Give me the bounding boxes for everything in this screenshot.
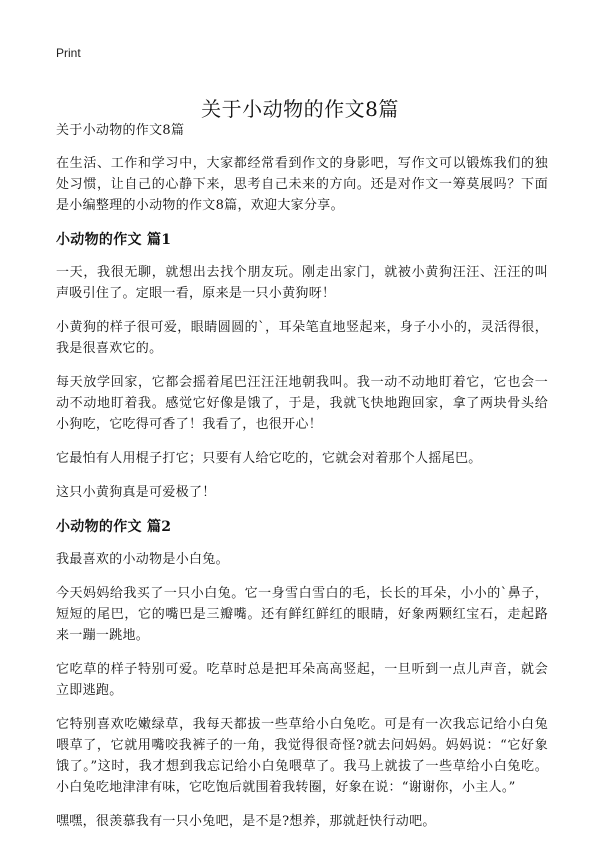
section-heading: 小动物的作文 篇2 bbox=[56, 519, 172, 535]
paragraph: 我最喜欢的小动物是小白兔。 bbox=[56, 552, 229, 567]
paragraph: 它吃草的样子特别可爱。吃草时总是把耳朵高高竖起，一旦听到一点儿声音，就会立即逃跑。 bbox=[56, 662, 548, 698]
print-label: Print bbox=[56, 46, 81, 60]
document-title: 关于小动物的作文8篇 bbox=[201, 97, 399, 122]
paragraph: 今天妈妈给我买了一只小白兔。它一身雪白雪白的毛，长长的耳朵，小小的`鼻子，短短的尾巴，它的嘴巴是三瓣嘴。还有鲜红鲜红的眼睛，好象两颗红宝石，走起路来一蹦一跳地。 bbox=[56, 586, 548, 643]
paragraph: 小黄狗的样子很可爱，眼睛圆圆的`，耳朵笔直地竖起来，身子小小的，灵活得很，我是很喜欢它的。 bbox=[56, 320, 548, 356]
section-2 bbox=[56, 516, 548, 832]
section-1 bbox=[56, 229, 548, 503]
intro-paragraph: 在生活、工作和学习中，大家都经常看到作文的身影吧，写作文可以锻炼我们的独处习惯，让自己的心静下来，思考自己未来的方向。还是对作文一筹莫展吗？下面是小编整理的小动物的作文8篇，欢迎大家分享。 bbox=[56, 156, 548, 213]
section-heading: 小动物的作文 篇1 bbox=[56, 232, 172, 248]
document-subtitle: 关于小动物的作文8篇 bbox=[56, 123, 185, 138]
document-body bbox=[56, 120, 548, 845]
paragraph: 它最怕有人用棍子打它；只要有人给它吃的，它就会对着那个人摇尾巴。 bbox=[56, 451, 482, 466]
paragraph: 一天，我很无聊，就想出去找个朋友玩。刚走出家门，就被小黄狗汪汪、汪汪的叫声吸引住了。定眼一看，原来是一只小黄狗呀！ bbox=[56, 265, 548, 301]
paragraph: 这只小黄狗真是可爱极了！ bbox=[56, 485, 216, 500]
paragraph: 嘿嘿，很羡慕我有一只小兔吧，是不是?想养，那就赶快行动吧。 bbox=[56, 814, 436, 829]
paragraph: 每天放学回家，它都会摇着尾巴汪汪汪地朝我叫。我一动不动地盯着它，它也会一动不动地盯着我。感觉它好像是饿了，于是，我就飞快地跑回家，拿了两块骨头给小狗吃，它吃得可香了！我看了，也很开心！ bbox=[56, 375, 548, 432]
paragraph: 它特别喜欢吃嫩绿草，我每天都拔一些草给小白兔吃。可是有一次我忘记给小白兔喂草了，它就用嘴咬我裤子的一角，我觉得很奇怪?就去问妈妈。妈妈说：“它好象饿了。”这时，我才想到我忘记给小白兔喂草了。我马上就拔了一些草给小白兔吃。小白兔吃地津津有味，它吃饱后就围着我转圈，好象在说：“谢谢你，小主人。” bbox=[56, 717, 548, 795]
